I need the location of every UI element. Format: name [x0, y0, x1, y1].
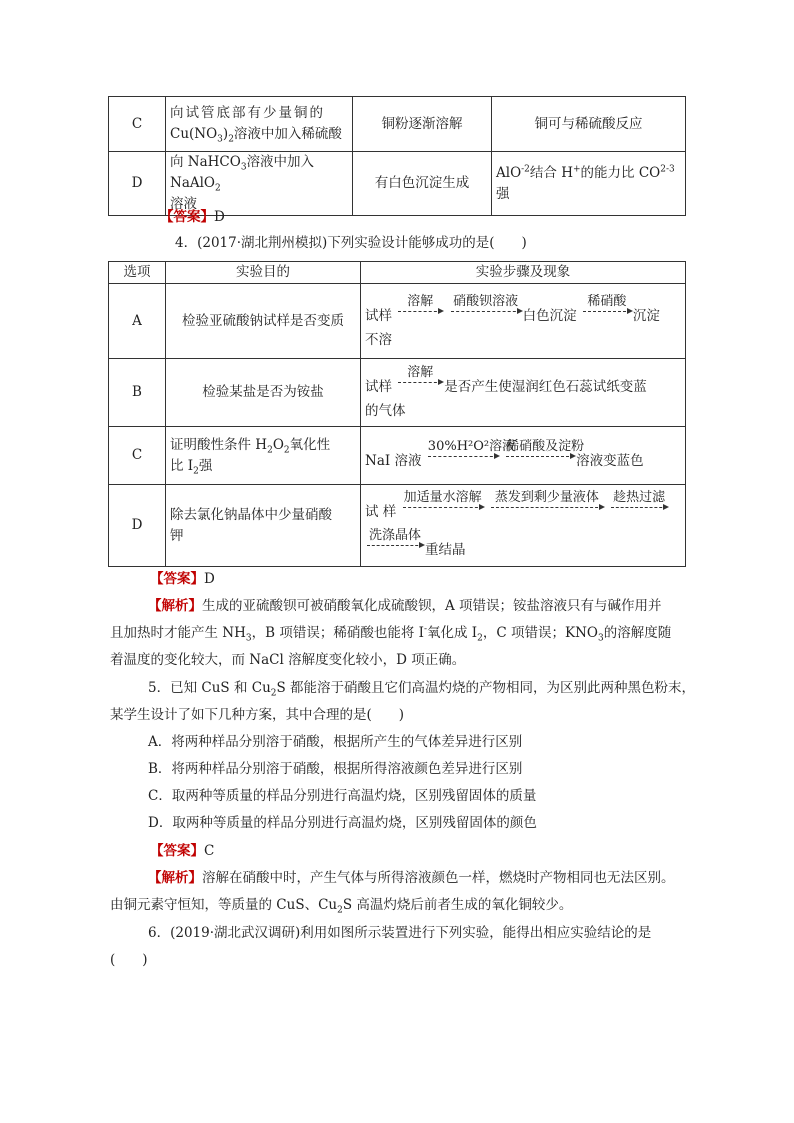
step-cell — [166, 97, 353, 152]
purpose-line: 除去氯化钠晶体中少量硝酸 — [170, 506, 332, 523]
steps-line: 试样 溶解 硝酸钡溶液 白色沉淀 稀硝酸 沉淀 — [365, 292, 681, 330]
option-cell: C — [109, 97, 166, 152]
option-cell: D — [109, 485, 166, 567]
question-4-stem: 4．(2017·湖北荆州模拟)下列实验设计能够成功的是( ) — [175, 235, 527, 251]
option-d: D．取两种等质量的样品分别进行高温灼烧，区别残留固体的颜色 — [148, 815, 537, 831]
answer-4: 【答案】D — [150, 571, 215, 587]
answer-5: 【答案】C — [150, 843, 215, 859]
analysis-4-line: 且加热时才能产生 $NH_3$，B 项错误；稀硝酸也能将 I-氧化成 $I_2$，C 项错误；$KNO_3$的溶解度随 — [110, 624, 672, 644]
arrow-icon: 稀硝酸 — [583, 292, 631, 330]
question-3-table — [108, 96, 686, 216]
arrow-icon: 蒸发到剩少量液体 — [491, 488, 603, 526]
conclusion-line: AlO$^{-2}$结合 H+的能力比 CO$^{2-3}$ — [496, 164, 675, 181]
option-c: C．取两种等质量的样品分别进行高温灼烧，区别残留固体的质量 — [148, 788, 537, 804]
arrow-icon: 加适量水溶解 — [403, 488, 483, 526]
purpose-cell: 检验亚硫酸钠试样是否变质 — [166, 284, 361, 359]
header-steps: 实验步骤及现象 — [361, 262, 686, 284]
table-row — [109, 284, 686, 359]
option-a: A．将两种样品分别溶于硝酸，根据所产生的气体差异进行区别 — [148, 734, 523, 750]
steps-line: NaI 溶液 30%H²O²溶液 稀硝酸及淀粉 溶液变蓝色 — [365, 437, 681, 475]
arrow-icon: 稀硝酸及淀粉 — [506, 437, 574, 475]
purpose-line: 证明酸性条件 $H_2O_2$氧化性 — [170, 436, 331, 456]
header-purpose: 实验目的 — [166, 262, 361, 284]
table-header-row — [109, 262, 686, 284]
steps-line: 洗涤晶体 重结晶 — [365, 526, 681, 564]
steps-line: 试 样 加适量水溶解 蒸发到剩少量液体 趁热过滤 — [365, 488, 681, 526]
steps-line: 的气体 — [365, 403, 406, 419]
purpose-line: 钾 — [170, 527, 184, 544]
steps-cell — [361, 485, 686, 567]
phenomenon-cell: 铜粉逐渐溶解 — [353, 97, 492, 152]
purpose-cell — [166, 427, 361, 485]
table-row — [109, 427, 686, 485]
step-cell — [166, 152, 353, 216]
step-line: 溶液 — [170, 196, 197, 212]
analysis-5-line: 由铜元素守恒知，等质量的 CuS、$Cu_2S$ 高温灼烧后前者生成的氧化铜较少。 — [110, 897, 573, 916]
question-5-line: 某学生设计了如下几种方案，其中合理的是( ) — [110, 707, 405, 723]
steps-line: 不溶 — [365, 331, 392, 348]
option-cell: C — [109, 427, 166, 485]
arrow-icon: 洗涤晶体 — [367, 526, 423, 564]
table-row — [109, 97, 686, 152]
step-line: 向 NaHCO$_3$溶液中加入 NaAlO$_2$ — [170, 154, 315, 194]
steps-cell — [361, 359, 686, 427]
arrow-icon: 溶解 — [398, 363, 442, 401]
arrow-icon: 30%H²O²溶液 — [428, 437, 498, 475]
option-cell: B — [109, 359, 166, 427]
step-line: 向试管底部有少量铜的 — [170, 105, 325, 121]
arrow-icon: 溶解 — [398, 292, 442, 330]
option-b: B．将两种样品分别溶于硝酸，根据所得溶液颜色差异进行区别 — [148, 761, 523, 777]
header-option: 选项 — [109, 262, 166, 284]
answer-3: 【答案】D — [160, 209, 225, 225]
purpose-line: 比 $I_2$强 — [170, 457, 213, 477]
step-line: $Cu(NO_3)_2$溶液中加入稀硫酸 — [170, 126, 342, 145]
phenomenon-cell: 有白色沉淀生成 — [353, 152, 492, 216]
option-cell: D — [109, 152, 166, 216]
question-4-table — [108, 261, 686, 567]
table-row — [109, 359, 686, 427]
question-5-line: 5．已知 CuS 和 $Cu_2S$ 都能溶于硝酸且它们高温灼烧的产物相同，为区别此两种黑色粉末， — [148, 680, 696, 699]
conclusion-cell — [492, 152, 686, 216]
analysis-4-line: 着温度的变化较大，而 NaCl 溶解度变化较小，D 项正确。 — [110, 652, 466, 668]
analysis-5-line: 【解析】溶解在硝酸中时，产生气体与所得溶液颜色一样，燃烧时产物相同也无法区别。 — [148, 870, 675, 886]
question-6-line: ( ) — [110, 952, 148, 968]
arrow-icon: 趁热过滤 — [611, 488, 667, 526]
arrow-icon: 硝酸钡溶液 — [451, 292, 521, 330]
conclusion-line: 强 — [496, 185, 510, 202]
analysis-4-line: 【解析】生成的亚硫酸钡可被硝酸氧化成硫酸钡，A 项错误；铵盐溶液只有与碱作用并 — [148, 598, 662, 614]
steps-line: 试样 溶解 是否产生使湿润红色石蕊试纸变蓝 — [365, 363, 681, 401]
steps-cell — [361, 284, 686, 359]
conclusion-cell: 铜可与稀硫酸反应 — [492, 97, 686, 152]
purpose-cell — [166, 485, 361, 567]
question-6-line: 6．(2019·湖北武汉调研)利用如图所示装置进行下列实验，能得出相应实验结论的是 — [148, 925, 652, 941]
option-cell: A — [109, 284, 166, 359]
purpose-cell: 检验某盐是否为铵盐 — [166, 359, 361, 427]
table-row — [109, 485, 686, 567]
steps-cell — [361, 427, 686, 485]
table-row — [109, 152, 686, 216]
